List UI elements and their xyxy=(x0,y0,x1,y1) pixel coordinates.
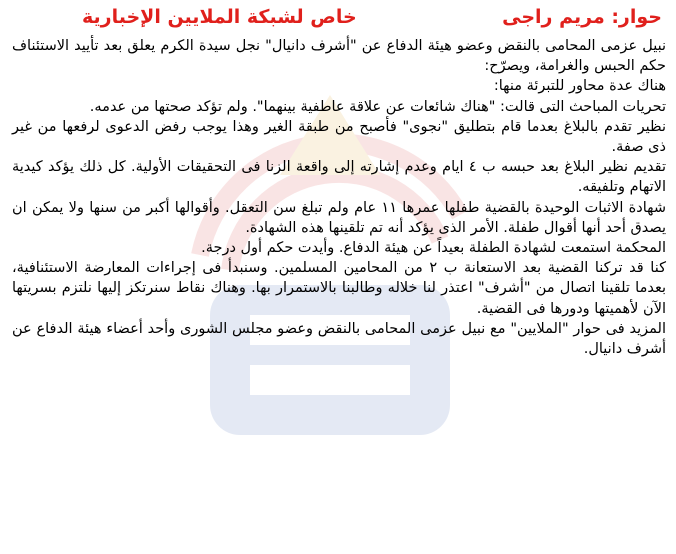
interviewer-byline: حوار: مريم راجى xyxy=(502,6,662,28)
exclusive-label: خاص لشبكة الملايين الإخبارية xyxy=(82,6,357,28)
paragraph: كنا قد تركنا القضية بعد الاستعانة ب ٢ من المحامين المسلمين. وسنبدأ فى إجراءات المعارضة الاستئنافية، بعدما تلقينا اتصال من "أشرف" اعتذر لنا خلاله وطالبنا بالاستمرار بها. وهناك نقاط سنرتكز إليها نلتزم بسريتها الآن لأهميتها ودورها فى القضية. xyxy=(12,260,666,317)
paragraph: هناك عدة محاور للتبرئة منها: xyxy=(493,78,666,95)
article-body xyxy=(12,36,666,359)
paragraph: المزيد فى حوار "الملايين" مع نبيل عزمى المحامى بالنقض وعضو مجلس الشورى وأحد أعضاء هيئة الدفاع عن أشرف دانيال. xyxy=(12,320,666,358)
paragraph: المحكمة استمعت لشهادة الطفلة بعيداً عن هيئة الدفاع. وأيدت حكم أول درجة. xyxy=(201,240,666,257)
paragraph: تحريات المباحث التى قالت: "هناك شائعات عن علاقة عاطفية بينهما". ولم تؤكد صحتها من عدمه. xyxy=(89,98,666,115)
paragraph: تقديم نظير البلاغ بعد حبسه ب ٤ ايام وعدم إشارته إلى واقعة الزنا فى التحقيقات الأولية. كل ذلك يؤكد كيدية الاتهام وتلفيقه. xyxy=(12,159,666,196)
paragraph: شهادة الاثبات الوحيدة بالقضية طفلها عمرها ١١ عام ولم تبلغ سن التعقل. وأقوالها أكبر من سنها ولا يمكن ان يصدق أحد أنها أقوال طفلة. الأمر الذى يؤكد أنه تم تلقينها هذه الشهادة. xyxy=(12,199,666,236)
paragraph: نبيل عزمى المحامى بالنقض وعضو هيئة الدفاع عن "أشرف دانيال" نجل سيدة الكرم يعلق بعد تأييد الاستئناف حكم الحبس والغرامة، ويصرّح: xyxy=(12,38,666,75)
article-header xyxy=(12,6,666,36)
paragraph: نظير تقدم بالبلاغ بعدما قام بتطليق "نجوى" فأصبح من طبقة الغير وهذا يوجب رفض الدعوى لرفعها من غير ذى صفة. xyxy=(12,118,666,156)
